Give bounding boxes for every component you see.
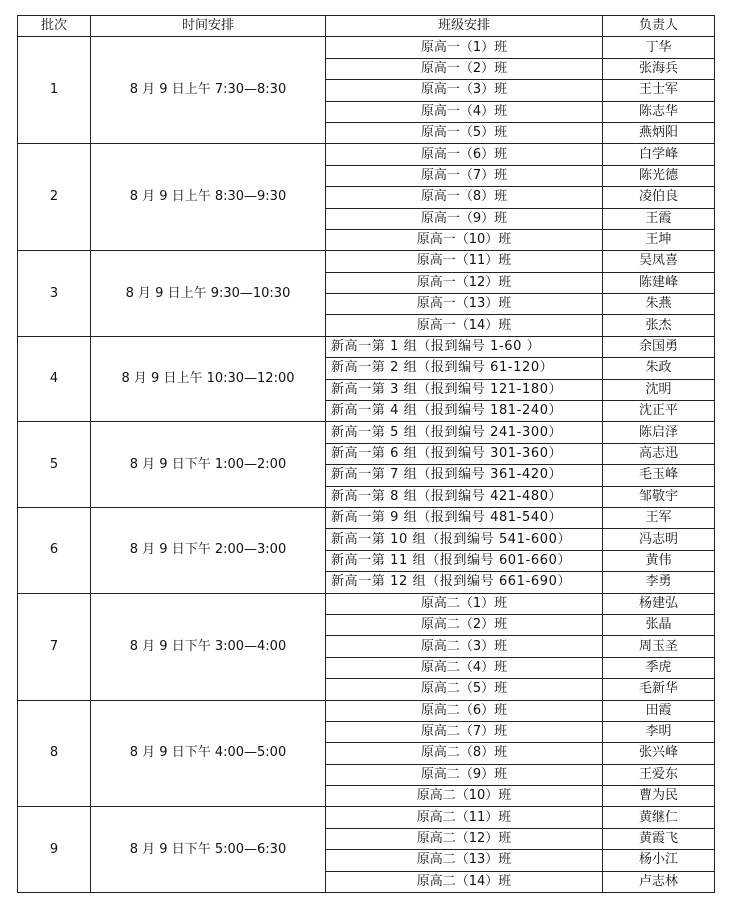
class-cell: 新高一第 7 组（报到编号 361-420）: [326, 465, 603, 486]
header-batch: 批次: [18, 16, 91, 37]
class-cell: 原高一（14）班: [326, 315, 603, 336]
class-cell: 原高二（4）班: [326, 657, 603, 678]
class-cell: 原高一（11）班: [326, 251, 603, 272]
table-row: [18, 422, 715, 443]
class-cell: 原高一（6）班: [326, 144, 603, 165]
table-row: [18, 700, 715, 721]
person-cell: 王军: [603, 507, 715, 528]
person-cell: 季虎: [603, 657, 715, 678]
person-cell: 毛新华: [603, 679, 715, 700]
header-row: [18, 16, 715, 37]
person-cell: 吴凤喜: [603, 251, 715, 272]
header-time: 时间安排: [91, 16, 326, 37]
person-cell: 周玉圣: [603, 636, 715, 657]
batch-time: 8 月 9 日上午 8:30—9:30: [91, 144, 326, 251]
batch-number: 2: [18, 144, 91, 251]
class-cell: 原高一（3）班: [326, 80, 603, 101]
class-cell: 原高二（10）班: [326, 786, 603, 807]
person-cell: 凌伯良: [603, 187, 715, 208]
table-body: [18, 37, 715, 893]
person-cell: 陈启泽: [603, 422, 715, 443]
person-cell: 杨小江: [603, 850, 715, 871]
class-cell: 原高二（3）班: [326, 636, 603, 657]
person-cell: 张海兵: [603, 58, 715, 79]
person-cell: 李明: [603, 721, 715, 742]
batch-time: 8 月 9 日下午 2:00—3:00: [91, 507, 326, 593]
person-cell: 张兴峰: [603, 743, 715, 764]
person-cell: 张杰: [603, 315, 715, 336]
person-cell: 杨建弘: [603, 593, 715, 614]
person-cell: 燕炳阳: [603, 122, 715, 143]
class-cell: 新高一第 5 组（报到编号 241-300）: [326, 422, 603, 443]
person-cell: 陈建峰: [603, 272, 715, 293]
person-cell: 王士军: [603, 80, 715, 101]
table-row: [18, 507, 715, 528]
person-cell: 卢志林: [603, 871, 715, 892]
batch-time: 8 月 9 日下午 4:00—5:00: [91, 700, 326, 807]
class-cell: 新高一第 8 组（报到编号 421-480）: [326, 486, 603, 507]
table-row: [18, 251, 715, 272]
class-cell: 原高二（6）班: [326, 700, 603, 721]
batch-time: 8 月 9 日上午 9:30—10:30: [91, 251, 326, 337]
table-row: [18, 593, 715, 614]
class-cell: 新高一第 10 组（报到编号 541-600）: [326, 529, 603, 550]
batch-time: 8 月 9 日上午 10:30—12:00: [91, 336, 326, 422]
batch-number: 7: [18, 593, 91, 700]
person-cell: 冯志明: [603, 529, 715, 550]
class-cell: 新高一第 11 组（报到编号 601-660）: [326, 550, 603, 571]
class-cell: 原高一（5）班: [326, 122, 603, 143]
person-cell: 邹敬宇: [603, 486, 715, 507]
person-cell: 朱燕: [603, 294, 715, 315]
person-cell: 田霞: [603, 700, 715, 721]
class-cell: 原高一（10）班: [326, 229, 603, 250]
table-header: [18, 16, 715, 37]
class-cell: 原高二（11）班: [326, 807, 603, 828]
class-cell: 原高二（14）班: [326, 871, 603, 892]
batch-number: 3: [18, 251, 91, 337]
person-cell: 黄继仁: [603, 807, 715, 828]
class-cell: 原高二（1）班: [326, 593, 603, 614]
person-cell: 曹为民: [603, 786, 715, 807]
class-cell: 原高二（7）班: [326, 721, 603, 742]
header-person: 负责人: [603, 16, 715, 37]
person-cell: 黄伟: [603, 550, 715, 571]
class-cell: 原高一（1）班: [326, 37, 603, 58]
person-cell: 朱政: [603, 358, 715, 379]
person-cell: 高志迅: [603, 443, 715, 464]
batch-number: 4: [18, 336, 91, 422]
batch-time: 8 月 9 日下午 5:00—6:30: [91, 807, 326, 893]
schedule-table: [17, 15, 715, 893]
class-cell: 原高二（2）班: [326, 614, 603, 635]
class-cell: 原高一（7）班: [326, 165, 603, 186]
table-row: [18, 336, 715, 357]
person-cell: 张晶: [603, 614, 715, 635]
person-cell: 毛玉峰: [603, 465, 715, 486]
class-cell: 新高一第 4 组（报到编号 181-240）: [326, 401, 603, 422]
class-cell: 原高一（8）班: [326, 187, 603, 208]
class-cell: 新高一第 12 组（报到编号 661-690）: [326, 572, 603, 593]
person-cell: 白学峰: [603, 144, 715, 165]
person-cell: 王爱东: [603, 764, 715, 785]
batch-number: 5: [18, 422, 91, 508]
person-cell: 沈明: [603, 379, 715, 400]
batch-number: 6: [18, 507, 91, 593]
class-cell: 新高一第 9 组（报到编号 481-540）: [326, 507, 603, 528]
class-cell: 原高一（13）班: [326, 294, 603, 315]
table-row: [18, 807, 715, 828]
class-cell: 新高一第 6 组（报到编号 301-360）: [326, 443, 603, 464]
person-cell: 陈光德: [603, 165, 715, 186]
person-cell: 李勇: [603, 572, 715, 593]
class-cell: 新高一第 3 组（报到编号 121-180）: [326, 379, 603, 400]
class-cell: 原高二（5）班: [326, 679, 603, 700]
table-row: [18, 37, 715, 58]
class-cell: 新高一第 2 组（报到编号 61-120）: [326, 358, 603, 379]
batch-number: 1: [18, 37, 91, 144]
batch-number: 9: [18, 807, 91, 893]
class-cell: 原高一（4）班: [326, 101, 603, 122]
batch-number: 8: [18, 700, 91, 807]
class-cell: 原高一（2）班: [326, 58, 603, 79]
person-cell: 余国勇: [603, 336, 715, 357]
class-cell: 原高二（9）班: [326, 764, 603, 785]
person-cell: 王坤: [603, 229, 715, 250]
class-cell: 原高二（8）班: [326, 743, 603, 764]
table-row: [18, 144, 715, 165]
person-cell: 王霞: [603, 208, 715, 229]
person-cell: 沈正平: [603, 401, 715, 422]
person-cell: 丁华: [603, 37, 715, 58]
class-cell: 新高一第 1 组（报到编号 1-60 ）: [326, 336, 603, 357]
header-classes: 班级安排: [326, 16, 603, 37]
class-cell: 原高二（13）班: [326, 850, 603, 871]
class-cell: 原高一（9）班: [326, 208, 603, 229]
person-cell: 黄霞飞: [603, 828, 715, 849]
batch-time: 8 月 9 日下午 1:00—2:00: [91, 422, 326, 508]
batch-time: 8 月 9 日上午 7:30—8:30: [91, 37, 326, 144]
class-cell: 原高一（12）班: [326, 272, 603, 293]
person-cell: 陈志华: [603, 101, 715, 122]
class-cell: 原高二（12）班: [326, 828, 603, 849]
batch-time: 8 月 9 日下午 3:00—4:00: [91, 593, 326, 700]
